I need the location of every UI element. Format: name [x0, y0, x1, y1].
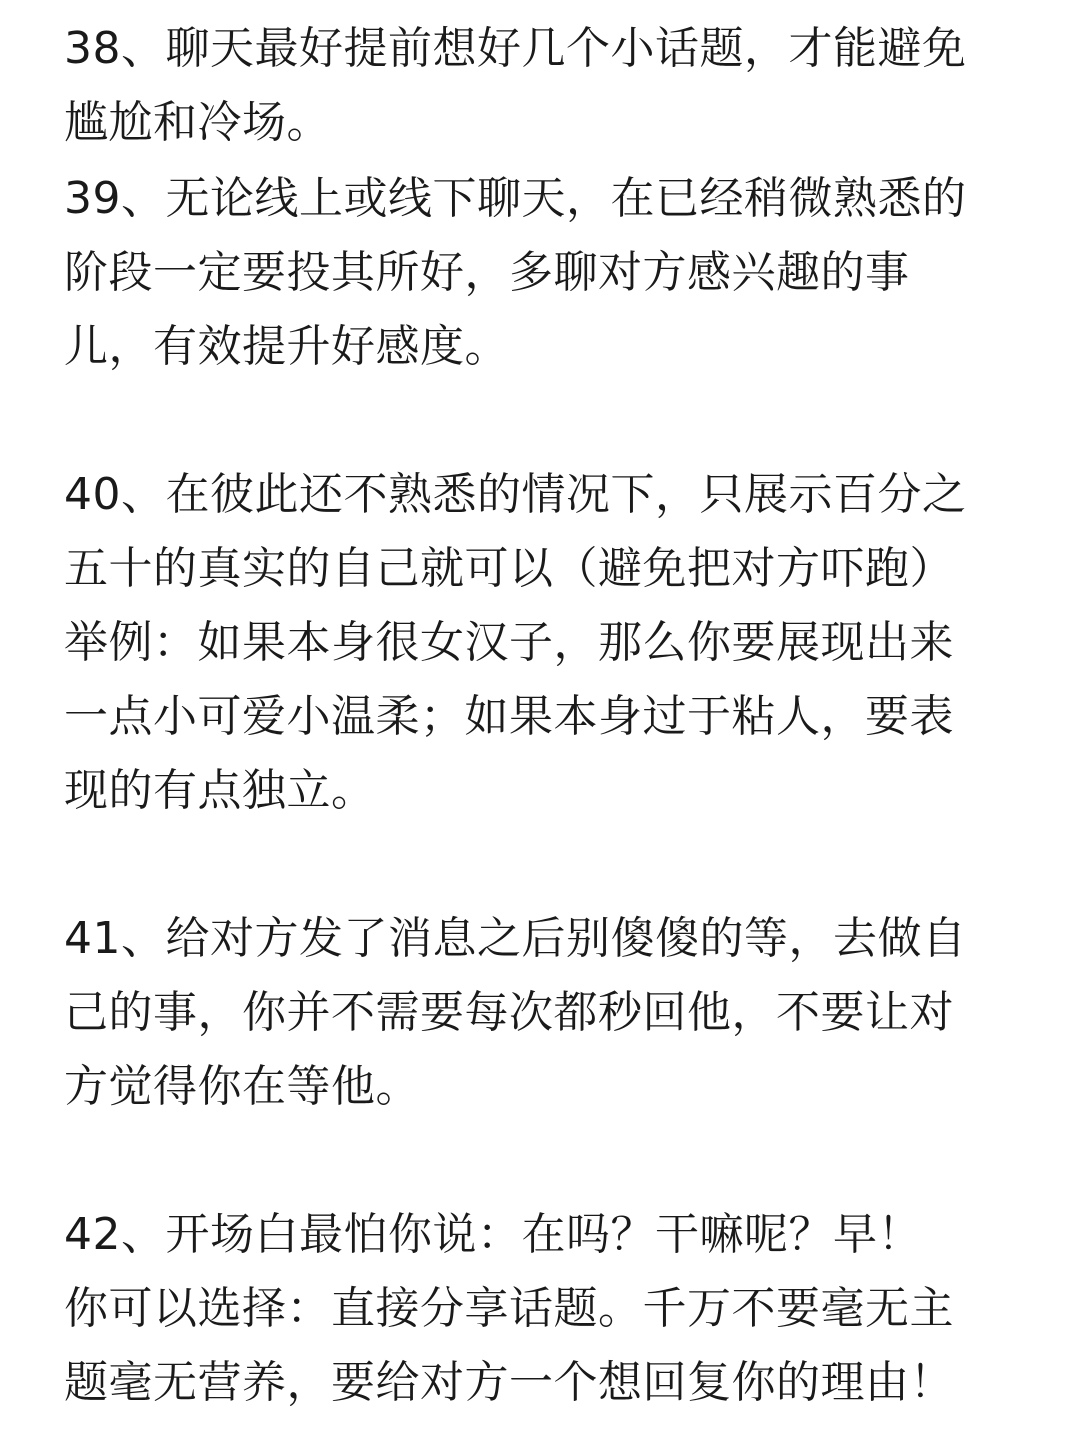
- tip-42-line-1: 42、开场白最怕你说：在吗？干嘛呢？早！: [64, 1209, 922, 1260]
- tip-38-line-2: 尴尬和冷场。: [64, 97, 331, 148]
- tip-38-line-1: 38、聊天最好提前想好几个小话题，才能避免: [64, 23, 967, 74]
- tip-39-line-3: 儿，有效提升好感度。: [64, 321, 509, 372]
- tip-40-line-2: 五十的真实的自己就可以（避免把对方吓跑）: [64, 543, 954, 594]
- tip-41-line-1: 41、给对方发了消息之后别傻傻的等，去做自: [64, 913, 967, 964]
- tip-40-line-4: 一点小可爱小温柔；如果本身过于粘人，要表: [64, 691, 954, 742]
- tip-40-line-1: 40、在彼此还不熟悉的情况下，只展示百分之: [64, 469, 967, 520]
- tip-42-line-3: 题毫无营养，要给对方一个想回复你的理由！: [64, 1357, 954, 1408]
- tip-40-line-3: 举例：如果本身很女汉子，那么你要展现出来: [64, 617, 954, 668]
- tip-39-line-2: 阶段一定要投其所好，多聊对方感兴趣的事: [64, 247, 910, 298]
- tip-39-line-1: 39、无论线上或线下聊天，在已经稍微熟悉的: [64, 173, 967, 224]
- tip-41-line-3: 方觉得你在等他。: [64, 1061, 420, 1112]
- tip-40-line-5: 现的有点独立。: [64, 765, 376, 816]
- tip-41-line-2: 己的事，你并不需要每次都秒回他，不要让对: [64, 987, 954, 1038]
- tip-42-line-2: 你可以选择：直接分享话题。千万不要毫无主: [64, 1283, 954, 1334]
